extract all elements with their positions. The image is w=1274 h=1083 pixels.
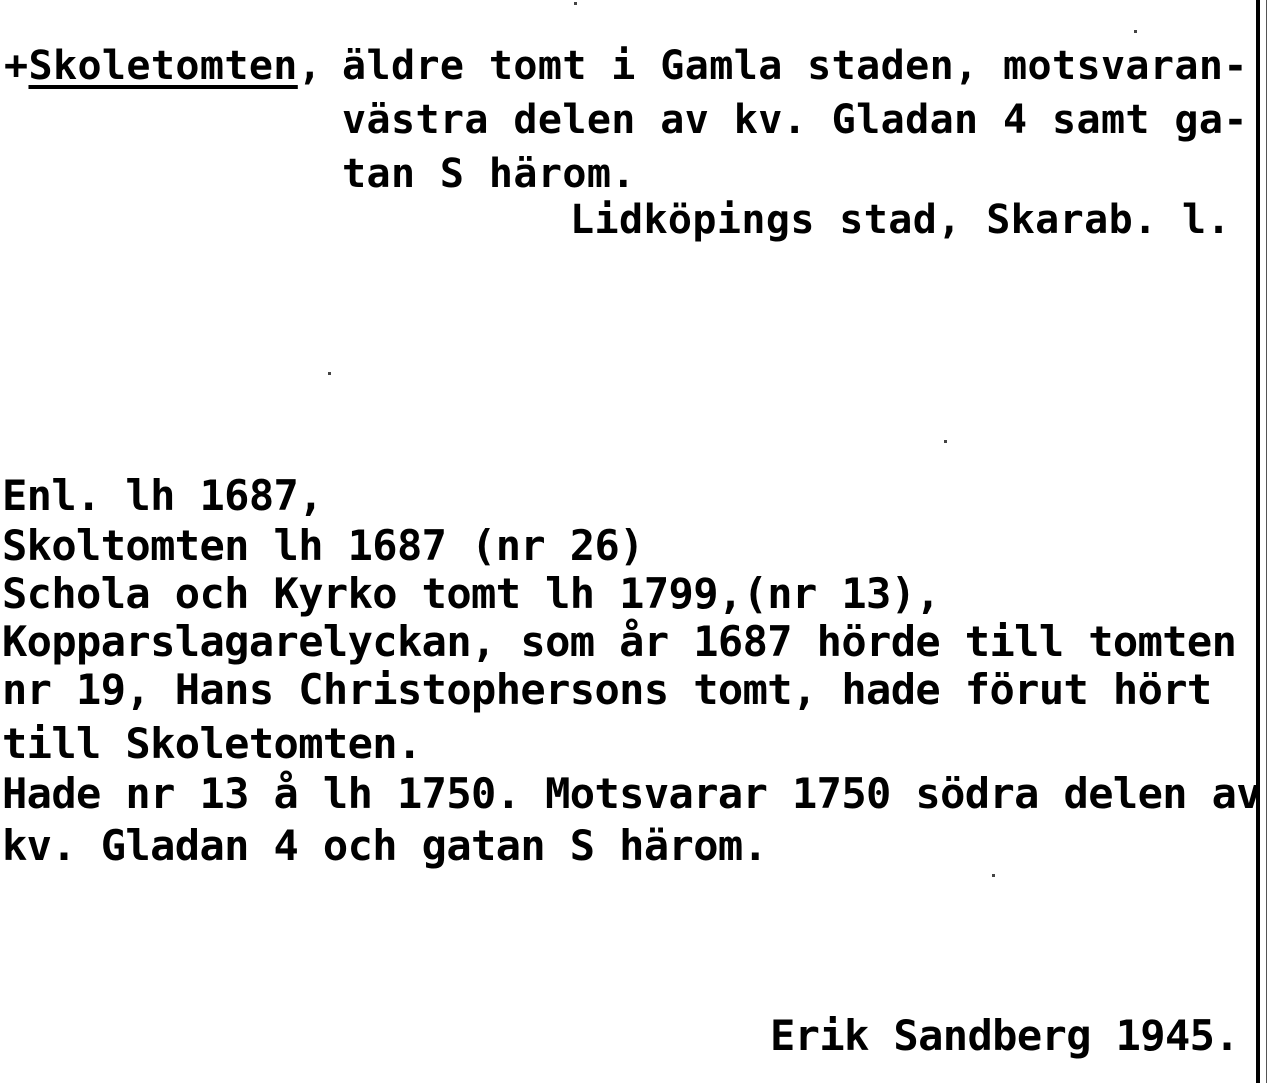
entry-term-comma: , bbox=[297, 43, 323, 89]
entry-term-line bbox=[4, 42, 322, 90]
location-line: Lidköpings stad, Skarab. l. bbox=[570, 197, 1232, 243]
definition-line-2: västra delen av kv. Gladan 4 samt ga- bbox=[342, 97, 1248, 143]
entry-term: Skoletomten bbox=[28, 43, 298, 89]
note-line-7: Hade nr 13 å lh 1750. Motsvarar 1750 södra delen av bbox=[2, 769, 1261, 818]
card-outer-edge bbox=[1266, 0, 1267, 1083]
note-line-2: Skoltomten lh 1687 (nr 26) bbox=[2, 521, 644, 570]
scan-speck bbox=[574, 2, 577, 5]
definition-line-1: äldre tomt i Gamla staden, motsvaran- bbox=[342, 43, 1248, 89]
definition-line-3: tan S härom. bbox=[342, 151, 636, 197]
note-line-6: till Skoletomten. bbox=[2, 719, 422, 768]
scan-speck bbox=[992, 874, 995, 877]
signature: Erik Sandberg 1945. bbox=[770, 1011, 1240, 1060]
note-line-3: Schola och Kyrko tomt lh 1799,(nr 13), bbox=[2, 569, 941, 618]
note-line-5: nr 19, Hans Christophersons tomt, hade förut hört bbox=[2, 665, 1212, 714]
scan-speck bbox=[328, 372, 331, 375]
card-right-edge bbox=[1256, 0, 1260, 1083]
entry-marker: + bbox=[4, 43, 29, 89]
note-line-4: Kopparslagarelyckan, som år 1687 hörde till tomten bbox=[2, 617, 1237, 666]
scan-speck bbox=[1134, 30, 1137, 33]
note-line-8: kv. Gladan 4 och gatan S härom. bbox=[2, 821, 768, 870]
note-line-1: Enl. lh 1687, bbox=[2, 471, 323, 520]
scan-speck bbox=[944, 440, 947, 443]
